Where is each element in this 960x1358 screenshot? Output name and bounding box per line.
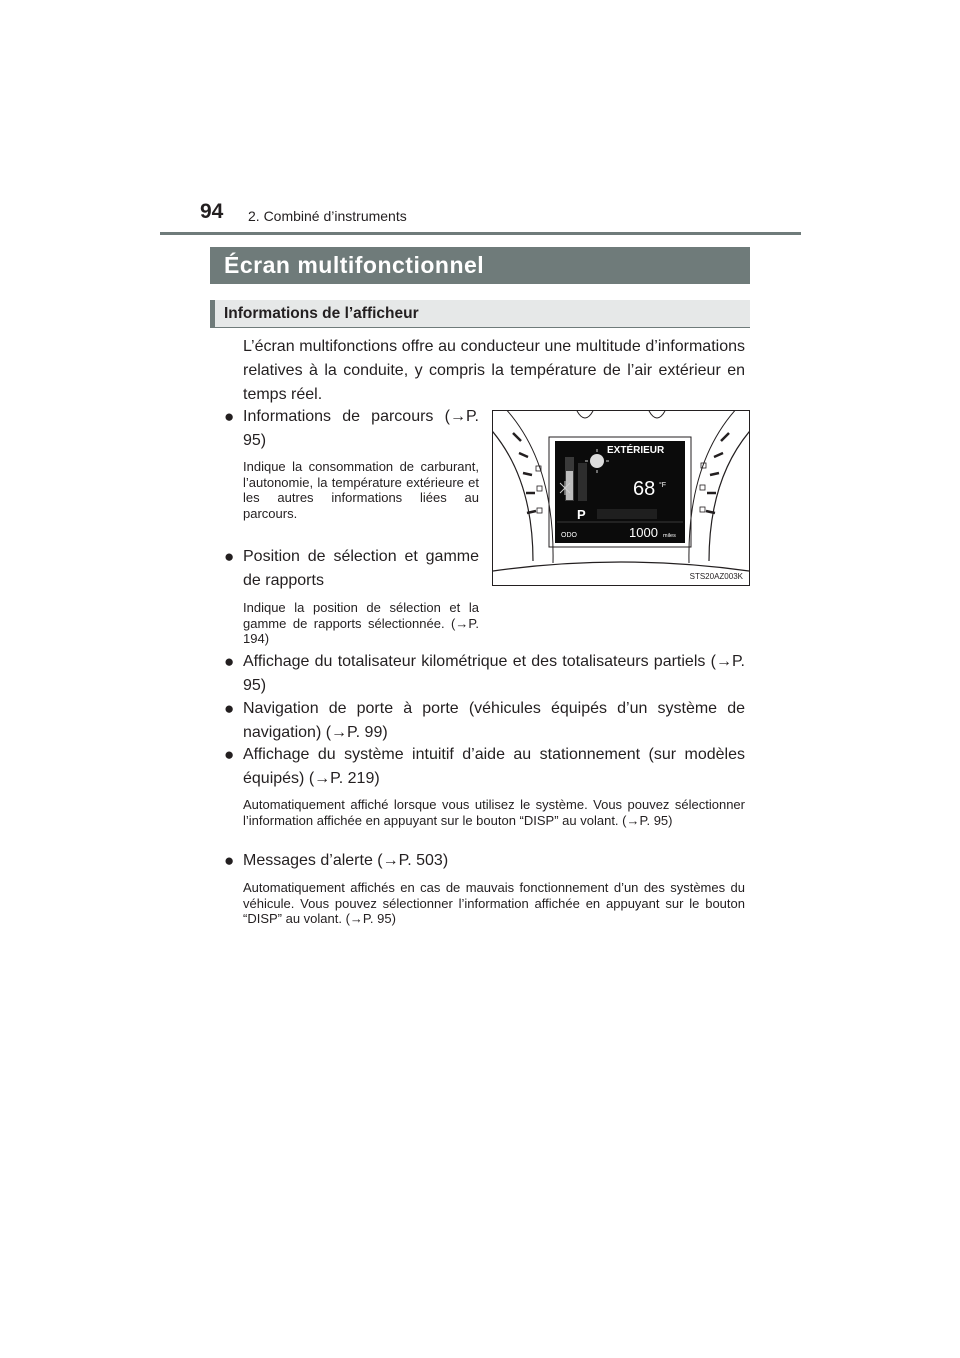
bullet-trip-info	[224, 405, 479, 453]
section-title: Écran multifonctionnel	[210, 247, 750, 284]
gear-indicator: P	[577, 507, 586, 522]
bullet-icon: ●	[224, 745, 235, 764]
bullet-note: Automatiquement affichés en cas de mauvais fonctionnement d’un des systèmes du véhicule. Vous pouvez sélectionner l’information affichée en appuyant sur le bouton “DISP” au volant. (→P. 95)	[243, 880, 745, 926]
odo-unit: miles	[663, 533, 676, 539]
page-number: 94	[200, 200, 224, 223]
subsection-title: Informations de l’afficheur	[210, 300, 750, 328]
bullet-text: Affichage du système intuitif d’aide au stationnement (sur modèles équipés) (→P. 219)	[243, 746, 745, 787]
bullet-icon: ●	[224, 547, 235, 566]
bullet-icon: ●	[224, 851, 235, 870]
header-rule	[160, 232, 801, 235]
bullet-text: Affichage du totalisateur kilométrique et des totalisateurs partiels (→P. 95)	[243, 653, 745, 694]
figure-code: STS20AZ003K	[689, 572, 743, 581]
bullet-note: Indique la consommation de carburant, l’autonomie, la température extérieure et les autres informations liées au parcours.	[243, 459, 479, 521]
cluster-figure	[492, 410, 750, 586]
odo-value: 1000	[629, 525, 658, 540]
screen-title: EXTÉRIEUR	[607, 445, 665, 456]
bullet-text: Position de sélection et gamme de rapports	[243, 548, 479, 589]
cluster-illustration	[493, 411, 749, 585]
bullet-icon: ●	[224, 407, 235, 426]
bullet-note: Indique la position de sélection et la gamme de rapports sélectionnée. (→P. 194)	[243, 600, 479, 646]
bullet-parking-assist	[224, 743, 745, 791]
bullet-navigation	[224, 697, 745, 745]
bullet-warning-messages	[224, 849, 745, 873]
temperature-unit: °F	[659, 482, 667, 489]
odo-label: ODO	[561, 532, 577, 539]
bullet-icon: ●	[224, 652, 235, 671]
intro-paragraph: L’écran multifonctions offre au conducteur une multitude d’informations relatives à la conduite, y compris la température de l’air extérieur en temps réel.	[243, 338, 745, 403]
bullet-text: Informations de parcours (→P. 95)	[243, 408, 479, 449]
bullet-text: Navigation de porte à porte (véhicules équipés d’un système de navigation) (→P. 99)	[243, 700, 745, 741]
bullet-note: Automatiquement affiché lorsque vous utilisez le système. Vous pouvez sélectionner l’information affichée en appuyant sur le bouton “DISP” au volant. (→P. 95)	[243, 797, 745, 828]
bullet-text: Messages d’alerte (→P. 503)	[243, 852, 449, 869]
chapter-title: 2. Combiné d’instruments	[248, 208, 407, 224]
bullet-odometer	[224, 650, 745, 698]
bullet-icon: ●	[224, 699, 235, 718]
temperature-value: 68	[633, 478, 656, 500]
bullet-shift-position	[224, 545, 479, 593]
